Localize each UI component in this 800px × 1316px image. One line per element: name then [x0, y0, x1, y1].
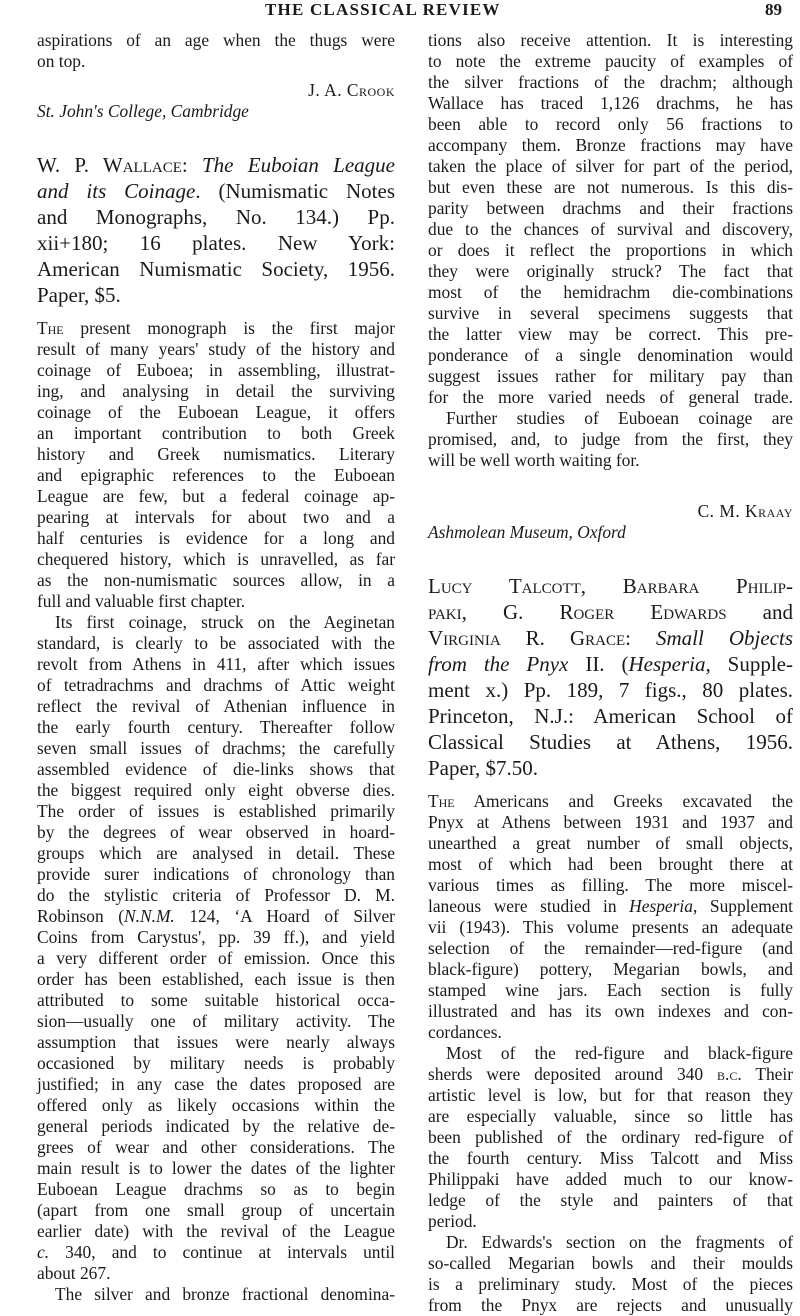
- body-line: Further studies of Euboean coinage are: [446, 408, 793, 428]
- book-title: Small Objects: [655, 626, 793, 650]
- body-line: promised, and, to judge from the first, they: [428, 429, 793, 449]
- reviewer-signature: J. A. Crook: [308, 80, 395, 100]
- body-line: an important contribution to both Greek: [37, 423, 395, 443]
- body-line: Coins from Carystus', pp. 39 ff.), and yield: [37, 927, 395, 947]
- body-line: League are few, but a federal coinage ap-: [37, 486, 395, 506]
- book-publisher: Princeton, N.J.: American School of: [428, 704, 793, 728]
- body-line: The order of issues is established primarily: [37, 801, 395, 821]
- body-line: black-figure) pottery, Megarian bowls, and: [428, 959, 793, 979]
- body-line: a very different order of emission. Once this: [37, 948, 395, 968]
- body-line: pearing at intervals for about two and a: [37, 507, 395, 527]
- review-body-paragraph: [37, 612, 395, 1284]
- body-line: main result is to lower the dates of the lighter: [37, 1158, 395, 1178]
- reviewer-affiliation: Ashmolean Museum, Oxford: [428, 522, 626, 542]
- body-line: due to the chances of survival and discovery,: [428, 219, 793, 239]
- book-author: W. P. Wallace: [37, 153, 182, 177]
- body-line: aspirations of an age when the thugs were: [37, 30, 395, 50]
- body-line: unearthed a great number of small objects,: [428, 833, 793, 853]
- journal-abbrev: N.N.M.: [124, 906, 175, 926]
- body-line: most of which had been brought there at: [428, 854, 793, 874]
- body-line: Euboean League drachms so as to begin: [37, 1179, 395, 1199]
- body-line: and epigraphic references to the Euboean: [37, 465, 395, 485]
- book-publisher: American Numismatic Society, 1956.: [37, 257, 395, 281]
- body-line: accompany them. Bronze fractions may have: [428, 135, 793, 155]
- body-line: ledge of the style and painters of that: [428, 1190, 793, 1210]
- book-details: xii+180; 16 plates. New York:: [37, 231, 395, 255]
- body-line: ing, and analysing in detail the surviving: [37, 381, 395, 401]
- body-line: full and valuable first chapter.: [37, 591, 246, 611]
- body-line: the latter view may be correct. This pre-: [428, 324, 793, 344]
- body-line: justified; in any case the dates proposed are: [37, 1074, 395, 1094]
- body-line: result of many years' study of the history and: [37, 339, 395, 359]
- body-line: c. 340, and to continue at intervals until: [37, 1242, 395, 1262]
- body-line: but even these are not numerous. Is this dis-: [428, 177, 793, 197]
- running-head: [0, 0, 800, 24]
- body-line: for the more varied needs of general trade.: [428, 387, 793, 407]
- body-line: vii (1943). This volume presents an adequate: [428, 917, 793, 937]
- body-line: been published of the ordinary red-figure of: [428, 1127, 793, 1147]
- body-line: assumption that issues were nearly always: [37, 1032, 395, 1052]
- body-line: sherds were deposited around 340 b.c. Their: [428, 1064, 793, 1084]
- body-line: laneous were studied in Hesperia, Supplement: [428, 896, 793, 916]
- body-line: suggest issues rather for military pay than: [428, 366, 793, 386]
- book-price: Paper, $7.50.: [428, 756, 538, 780]
- body-line: Wallace has traced 1,126 drachms, he has: [428, 93, 793, 113]
- body-line: history and Greek numismatics. Literary: [37, 444, 395, 464]
- body-line: Pnyx at Athens between 1931 and 1937 and: [428, 812, 793, 832]
- book-title: The Euboian League: [201, 153, 395, 177]
- body-line: parity between drachms and their fractions: [428, 198, 793, 218]
- book-price: Paper, $5.: [37, 283, 121, 307]
- body-line: assembled evidence of die-links shows that: [37, 759, 395, 779]
- reviewer-signature: C. M. Kraay: [697, 501, 793, 521]
- body-line: sion—usually one of military activity. The: [37, 1011, 395, 1031]
- body-line: earlier date) with the revival of the League: [37, 1221, 395, 1241]
- body-line: offered only as likely occasions within the: [37, 1095, 395, 1115]
- body-line: artistic level is low, but for that reason they: [428, 1085, 793, 1105]
- body-line: most of the hemidrachm die-combinations: [428, 282, 793, 302]
- review-body-paragraph: [37, 1284, 395, 1305]
- body-line: about 267.: [37, 1263, 111, 1283]
- body-line: reflect the revival of Athenian influence in: [37, 696, 395, 716]
- body-line: (apart from one small group of uncertain: [37, 1200, 395, 1220]
- body-line: the silver fractions of the drachm; although: [428, 72, 793, 92]
- review-body-paragraph: [428, 30, 793, 408]
- body-line: Philippaki have added much to our know-: [428, 1169, 793, 1189]
- body-line: they were originally struck? The fact that: [428, 261, 793, 281]
- body-line: selection of the remainder—red-figure (and: [428, 938, 793, 958]
- body-line: groups which are analysed in detail. These: [37, 843, 395, 863]
- book-authors: Lucy Talcott, Barbara Philip-: [428, 574, 793, 598]
- body-line: occasioned by military needs is probably: [37, 1053, 395, 1073]
- body-line: the biggest required only eight obverse dies.: [37, 780, 395, 800]
- body-line: Its first coinage, struck on the Aeginetan: [55, 612, 395, 632]
- body-line: period.: [428, 1211, 477, 1231]
- body-line: as the non-numismatic sources allow, in a: [37, 570, 395, 590]
- review-body-paragraph: [428, 408, 793, 471]
- reviewer-affiliation: St. John's College, Cambridge: [37, 101, 249, 121]
- body-line: half centuries is evidence for a long and: [37, 528, 395, 548]
- right-column: [428, 30, 793, 1316]
- body-line: seven small issues of drachms; the carefully: [37, 738, 395, 758]
- body-line: cordances.: [428, 1022, 502, 1042]
- body-line: Robinson (N.N.M. 124, ‘A Hoard of Silver: [37, 906, 395, 926]
- body-line: illustrated and has its own indexes and con-: [428, 1001, 793, 1021]
- body-line: on top.: [37, 51, 86, 71]
- body-line: coinage of the Euboean League, it offers: [37, 402, 395, 422]
- body-line: coinage of Euboea; in assembling, illustrat-: [37, 360, 395, 380]
- body-line: will be well worth waiting for.: [428, 450, 640, 470]
- body-line: are especially valuable, since so little has: [428, 1106, 793, 1126]
- book-publisher: Classical Studies at Athens, 1956.: [428, 730, 793, 754]
- body-line: tions also receive attention. It is interesting: [428, 30, 793, 50]
- review-body-paragraph: The Americans and Greeks excavated the Pnyx at Athens between 1931 and 1937 and unearthed a great number of small objects, most of which had been brought there at various times as filling. The more miscel- laneous were studied in Hesperia, Supplement vii (1943). This volume presents an adequate selection of the remainder—red-figure (and black-figure) pottery, Megarian bowls, and stamped wine jars. Each section is fully illustrated and has its own indexes and con- cordances.: [428, 791, 793, 1042]
- review-body-paragraph: [428, 1232, 793, 1316]
- body-line: to note the extreme paucity of examples of: [428, 51, 793, 71]
- book-details: ment x.) Pp. 189, 7 figs., 80 plates.: [428, 678, 793, 702]
- body-line: of tetradrachms and drachms of Attic weight: [37, 675, 395, 695]
- body-line: Most of the red-figure and black-figure: [446, 1043, 793, 1063]
- body-line: revolt from Athens in 411, after which issues: [37, 654, 395, 674]
- body-line: grees of wear and other considerations. The: [37, 1137, 395, 1157]
- body-line: various times as filling. The more miscel-: [428, 875, 793, 895]
- left-column: [37, 30, 395, 1305]
- review-heading: W. P. Wallace: The Euboian League and its Coinage. (Numismatic Notes and Monographs, No. 134.) Pp. xii+180; 16 plates. New York: American Numismatic Society, 1956. Paper, $5.: [37, 153, 395, 307]
- body-line: chequered history, which is unravelled, as far: [37, 549, 395, 569]
- body-line: ponderance of a single denomination would: [428, 345, 793, 365]
- journal-title: THE CLASSICAL REVIEW: [265, 0, 501, 19]
- body-line: been able to record only 56 fractions to: [428, 114, 793, 134]
- body-line: survive in several specimens suggests that: [428, 303, 793, 323]
- review-body-paragraph: [428, 1043, 793, 1232]
- body-line: standard, is clearly to be associated with the: [37, 633, 395, 653]
- body-line: order has been established, each issue is then: [37, 969, 395, 989]
- book-title-cont: and its Coinage: [37, 179, 196, 203]
- review-heading: Lucy Talcott, Barbara Philip- paki, G. Roger Edwards and Virginia R. Grace: Small Objects from the Pnyx II. (Hesperia, Supple- ment x.) Pp. 189, 7 figs., 80 plates. Princeton, N.J.: American School of Classical Studies at Athens, 1956. Paper, $7.50.: [428, 574, 793, 780]
- body-line: from the Pnyx are rejects and unusually: [428, 1295, 793, 1315]
- book-details: and Monographs, No. 134.) Pp.: [37, 205, 395, 229]
- body-line: do the stylistic criteria of Professor D. M.: [37, 885, 395, 905]
- body-line: so-called Megarian bowls and their moulds: [428, 1253, 793, 1273]
- body-line: The silver and bronze fractional denomina-: [55, 1284, 395, 1304]
- body-line: is a preliminary study. Most of the pieces: [428, 1274, 793, 1294]
- body-line: attributed to some suitable historical occa-: [37, 990, 395, 1010]
- body-line: Dr. Edwards's section on the fragments of: [446, 1232, 793, 1252]
- body-line: stamped wine jars. Each section is fully: [428, 980, 793, 1000]
- page-number: 89: [765, 0, 782, 19]
- body-line: by the degrees of wear observed in hoard-: [37, 822, 395, 842]
- body-line: general periods indicated by the relative de-: [37, 1116, 395, 1136]
- body-line: the early fourth century. Thereafter follow: [37, 717, 395, 737]
- body-line: the fourth century. Miss Talcott and Miss: [428, 1148, 793, 1168]
- body-line: provide surer indications of chronology than: [37, 864, 395, 884]
- body-line: or does it reflect the proportions in which: [428, 240, 793, 260]
- body-line: taken the place of silver for part of the period,: [428, 156, 793, 176]
- review-body-paragraph: The present monograph is the first major result of many years' study of the history and coinage of Euboea; in assembling, illustrat- ing, and analysing in detail the surviving coinage of the Euboean League, it offers an important contribution to both Greek history and Greek numismatics. Literary and epigraphic references to the Euboean League are few, but a federal coinage ap- pearing at intervals for about two and a half centuries is evidence for a long and chequered history, which is unravelled, as far as the non-numismatic sources allow, in a full and valuable first chapter.: [37, 318, 395, 611]
